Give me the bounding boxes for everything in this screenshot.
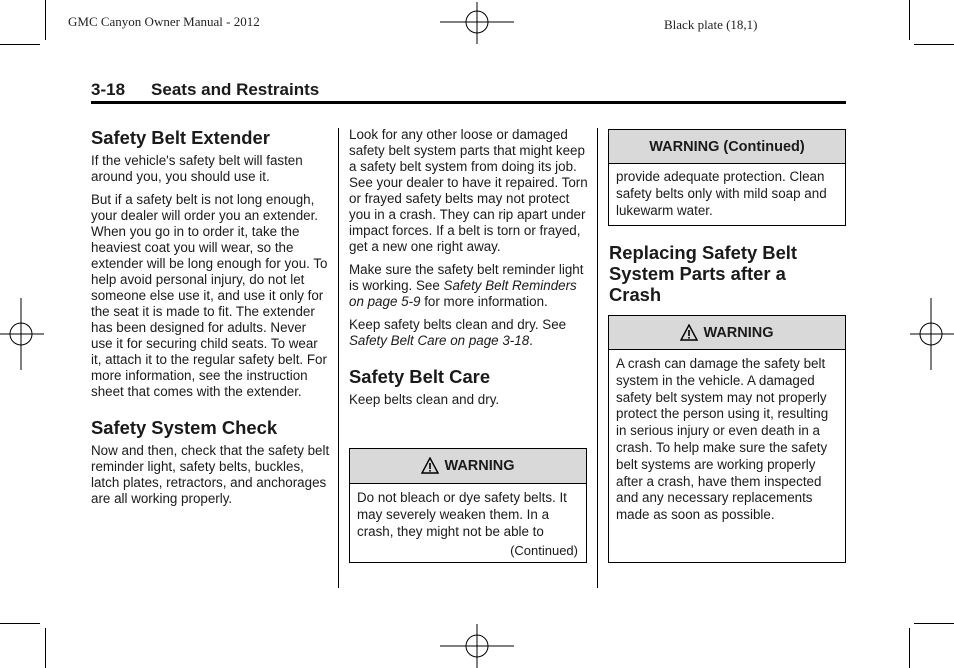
page-number: 3-18: [91, 80, 126, 99]
registration-target-icon: [0, 298, 44, 370]
heading-safety-belt-extender: Safety Belt Extender: [91, 127, 270, 148]
continued-label: (Continued): [510, 543, 578, 558]
heading-replacing-parts: Replacing Safety Belt System Parts after a Crash: [609, 242, 798, 305]
warning-box: [608, 315, 846, 563]
heading-safety-belt-care: Safety Belt Care: [349, 366, 491, 387]
paragraph: Look for any other loose or damaged safety belt system parts that might keep a safety belt system from doing its job. See your dealer to have it repaired. Torn or frayed safety belts may not protect you in a crash. They can rip apart under impact forces. If a belt is torn or frayed, get a new one right away.: [349, 127, 588, 254]
section-title: Seats and Restraints: [151, 80, 320, 99]
warning-header: [350, 449, 586, 484]
warning-continued-text: provide adequate protection. Clean safety belts only with mild soap and lukewarm water.: [616, 169, 827, 218]
paragraph: Keep belts clean and dry.: [349, 392, 500, 407]
registration-target-icon: [440, 624, 514, 668]
text: Keep safety belts clean and dry. See: [349, 317, 567, 332]
warning-continued-header: WARNING (Continued): [609, 130, 845, 164]
text: for more information.: [420, 294, 548, 309]
warning-title: WARNING: [444, 458, 515, 474]
crop-mark: [0, 623, 40, 624]
crop-mark: [0, 44, 40, 45]
warning-title: WARNING: [703, 324, 774, 341]
column-1: [91, 127, 331, 514]
text: Make sure the safety belt reminder light is working. See: [349, 262, 584, 293]
warning-text: Do not bleach or dye safety belts. It may severely weaken them. In a crash, they might not be able to: [357, 490, 567, 539]
manual-title: GMC Canyon Owner Manual - 2012: [68, 14, 260, 29]
warning-icon: [680, 324, 698, 342]
cross-reference-link[interactable]: Safety Belt Reminders on page 5-9: [349, 278, 577, 309]
paragraph: [349, 317, 589, 349]
warning-header: [609, 316, 845, 350]
paragraph: But if a safety belt is not long enough, your dealer will order you an extender. When you go in to order it, take the heaviest coat you will wear, so the extender will be long enough for you. To help avoid personal injury, do not let someone else use it, and use it only for the seat it is made to fit. The extender has been designed for adults. Never use it for securing child seats. To wear it, attach it to the regular safety belt. For more information, see the instruction sheet that comes with the extender.: [91, 192, 328, 399]
crop-mark: [45, 0, 46, 40]
paragraph: Now and then, check that the safety belt reminder light, safety belts, buckles, latch plates, retractors, and anchorages are all working properly.: [91, 443, 330, 506]
column-2: [349, 127, 589, 415]
crop-mark: [909, 0, 910, 40]
running-header: [91, 80, 846, 100]
paragraph: [349, 262, 589, 310]
warning-text: A crash can damage the safety belt system in the vehicle. A damaged safety belt system may not properly protect the person using it, resulting in serious injury or even death in a crash. To help make sure the safety belt systems are working properly after a crash, have them inspected and any necessary replacements made as soon as possible.: [616, 356, 829, 523]
column-divider: [338, 128, 339, 588]
paragraph: If the vehicle's safety belt will fasten around you, you should use it.: [91, 153, 303, 184]
warning-icon: [421, 457, 439, 475]
plate-label: Black plate (18,1): [664, 17, 758, 32]
crop-mark: [914, 623, 954, 624]
warning-continued-box: [608, 129, 846, 226]
cross-reference-link[interactable]: Safety Belt Care on page 3-18: [349, 333, 530, 348]
header-rule: [91, 101, 846, 104]
column-divider: [597, 128, 598, 588]
warning-box: [349, 448, 587, 563]
registration-target-icon: [910, 298, 954, 370]
text: .: [529, 333, 533, 348]
crop-mark: [914, 44, 954, 45]
crop-mark: [45, 628, 46, 668]
crop-mark: [909, 628, 910, 668]
registration-target-icon: [440, 2, 514, 44]
heading-safety-system-check: Safety System Check: [91, 417, 278, 438]
